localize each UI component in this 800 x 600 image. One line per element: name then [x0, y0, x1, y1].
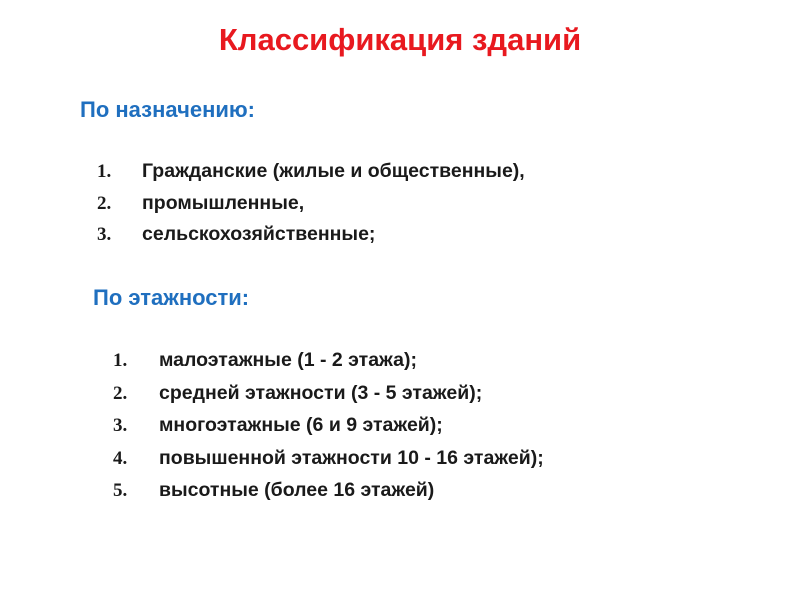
- list-item: [97, 188, 525, 220]
- list-item: [113, 377, 544, 410]
- floors-list: [113, 344, 544, 507]
- list-item-text: малоэтажные (1 - 2 этажа);: [159, 349, 417, 371]
- slide-title: Классификация зданий: [218, 22, 582, 57]
- list-item-number: 2.: [113, 382, 128, 404]
- list-item-text: промышленные,: [142, 191, 305, 214]
- list-item-number: 2.: [97, 192, 112, 214]
- list-item-text: Гражданские (жилые и общественные),: [142, 160, 525, 182]
- list-item-number: 3.: [97, 224, 112, 245]
- list-item: [113, 344, 544, 377]
- list-item: [97, 156, 525, 188]
- list-item-text: многоэтажные (6 и 9 этажей);: [159, 414, 443, 436]
- heading-by-floors: По этажности:: [93, 285, 250, 310]
- list-item: [113, 409, 544, 442]
- list-item: [113, 474, 544, 507]
- heading-by-purpose: По назначению:: [80, 97, 256, 122]
- list-item-number: 3.: [113, 415, 128, 436]
- list-item-text: повышенной этажности 10 - 16 этажей);: [159, 446, 544, 469]
- list-item-text: высотные (более 16 этажей): [159, 479, 435, 501]
- list-item-number: 1.: [113, 350, 128, 371]
- list-item-number: 5.: [113, 480, 128, 501]
- list-item-text: сельскохозяйственные;: [142, 223, 376, 245]
- list-item-number: 1.: [97, 161, 112, 182]
- list-item-text: средней этажности (3 - 5 этажей);: [159, 381, 483, 404]
- purpose-list: [97, 156, 525, 251]
- list-item: [113, 442, 544, 475]
- list-item: [97, 219, 525, 251]
- list-item-number: 4.: [113, 447, 128, 469]
